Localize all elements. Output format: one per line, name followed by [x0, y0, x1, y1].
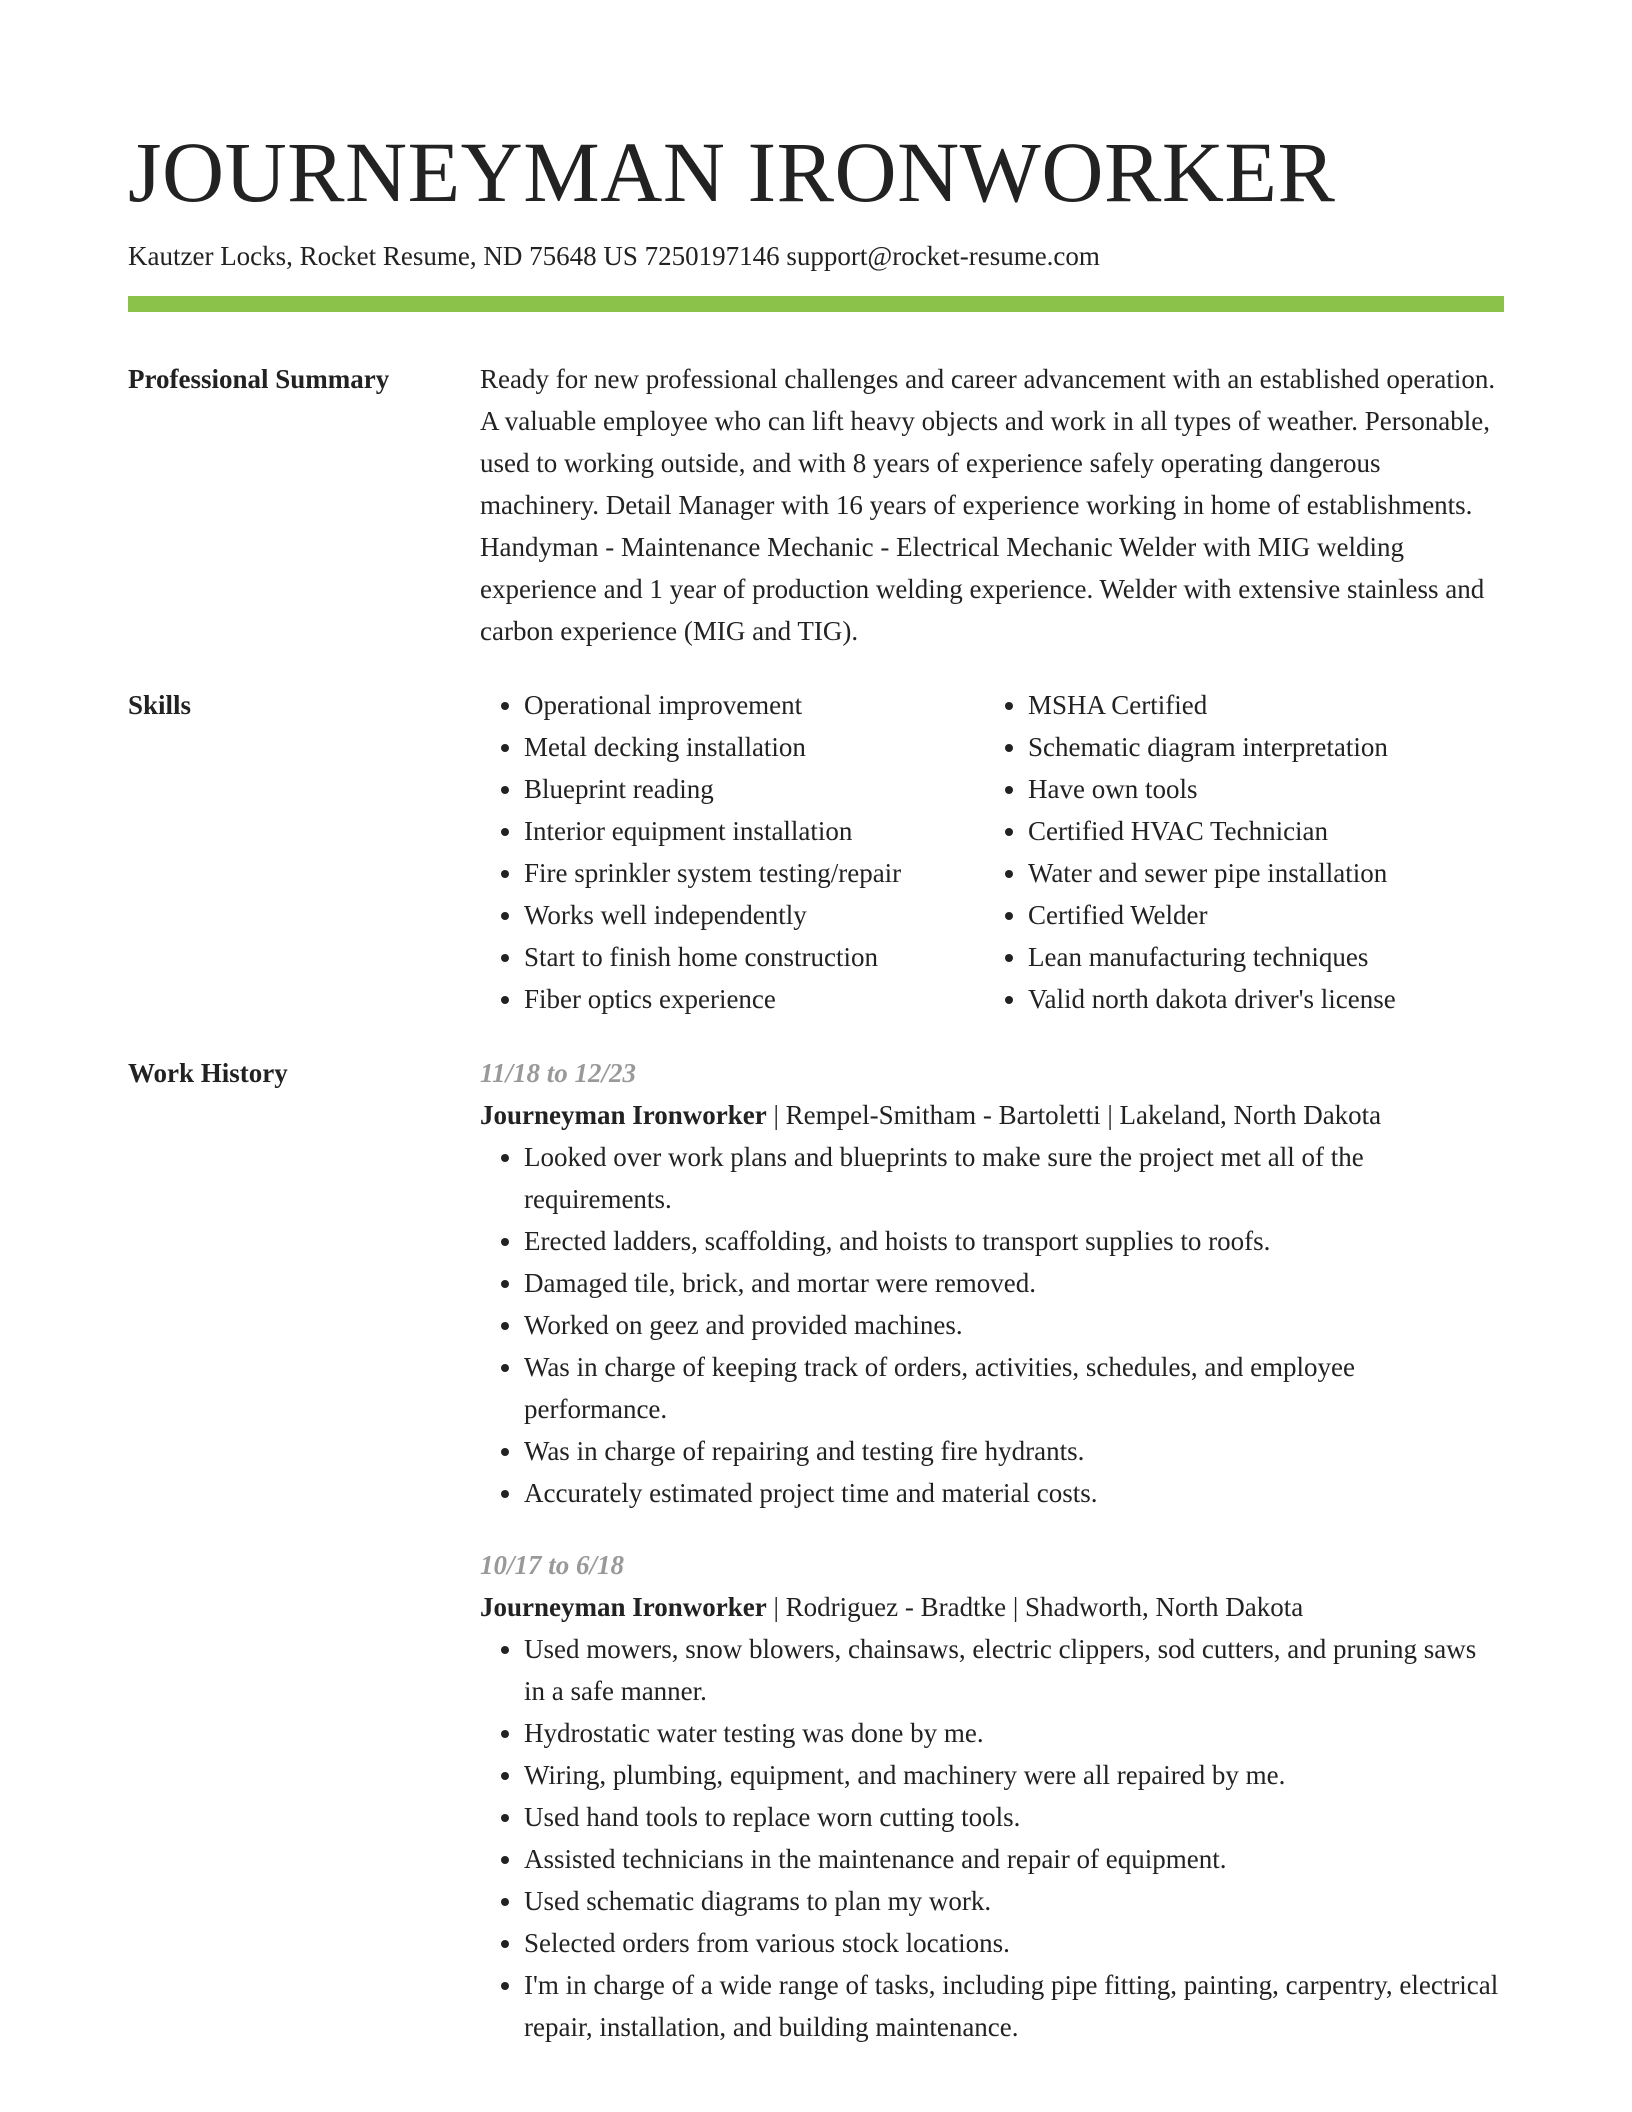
skills-list-left	[480, 684, 984, 1020]
skill-item: • Certified Welder	[1028, 894, 1488, 936]
summary-body	[480, 358, 1504, 652]
skill-item: • Interior equipment installation	[524, 810, 984, 852]
skill-item: • Lean manufacturing techniques	[1028, 936, 1488, 978]
job-bullet: • Assisted technicians in the maintenance and repair of equipment.	[524, 1838, 1504, 1880]
job-bullet: • I'm in charge of a wide range of tasks, including pipe fitting, painting, carpentry, electrical repair, installation, and building maintenance.	[524, 1964, 1504, 2048]
job-bullet: • Was in charge of keeping track of orders, activities, schedules, and employee performance.	[524, 1346, 1504, 1430]
resume-name: JOURNEYMAN IRONWORKER	[128, 124, 1336, 220]
job-bullet: • Used schematic diagrams to plan my work.	[524, 1880, 1504, 1922]
skills-columns	[480, 684, 1504, 1020]
job-bullet: • Was in charge of repairing and testing fire hydrants.	[524, 1430, 1504, 1472]
summary-text: Ready for new professional challenges and career advancement with an established operation. A valuable employee who can lift heavy objects and work in all types of weather. Personable, used to working outside, and with 8 years of experience safely operating dangerous machinery. Detail Manager with 16 years of experience working in home of establishments. Handyman - Maintenance Mechanic - Electrical Mechanic Welder with MIG welding experience and 1 year of production welding experience. Welder with extensive stainless and carbon experience (MIG and TIG).	[480, 364, 1496, 646]
professional-summary-section	[128, 358, 1504, 652]
skill-item: • Have own tools	[1028, 768, 1488, 810]
skill-item: • Operational improvement	[524, 684, 984, 726]
job-bullet: • Erected ladders, scaffolding, and hoists to transport supplies to roofs.	[524, 1220, 1504, 1262]
skill-item: • Fiber optics experience	[524, 978, 984, 1020]
skills-section	[128, 684, 1504, 1020]
job-title-line	[480, 1586, 1504, 1628]
job-bullet: • Used mowers, snow blowers, chainsaws, electric clippers, sod cutters, and pruning saws in a safe manner.	[524, 1628, 1504, 1712]
job-bullet-list	[480, 1628, 1504, 2048]
section-label-skills: Skills	[128, 690, 192, 720]
work-history-body	[480, 1052, 1504, 2048]
skill-item: • Works well independently	[524, 894, 984, 936]
skill-item: • Valid north dakota driver's license	[1028, 978, 1488, 1020]
skills-list-right	[984, 684, 1488, 1020]
job-bullet: • Looked over work plans and blueprints to make sure the project met all of the requirements.	[524, 1136, 1504, 1220]
section-label-summary: Professional Summary	[128, 364, 390, 394]
skill-item: • Metal decking installation	[524, 726, 984, 768]
job-bullet: • Damaged tile, brick, and mortar were removed.	[524, 1262, 1504, 1304]
job-bullet: • Worked on geez and provided machines.	[524, 1304, 1504, 1346]
job-dates: 10/17 to 6/18	[480, 1550, 625, 1580]
job-bullet-list	[480, 1136, 1504, 1514]
resume-page	[128, 0, 1504, 2048]
section-label-work-history: Work History	[128, 1058, 288, 1088]
skill-item: • Blueprint reading	[524, 768, 984, 810]
work-history-section	[128, 1052, 1504, 2048]
job-bullet: • Selected orders from various stock locations.	[524, 1922, 1504, 1964]
skill-item: • Start to finish home construction	[524, 936, 984, 978]
job-entry	[480, 1544, 1504, 2048]
skill-item: • Water and sewer pipe installation	[1028, 852, 1488, 894]
job-bullet: • Accurately estimated project time and material costs.	[524, 1472, 1504, 1514]
skills-body	[480, 684, 1504, 1020]
job-entry	[480, 1052, 1504, 1514]
job-employer-location: | Rempel-Smitham - Bartoletti | Lakeland, North Dakota	[766, 1100, 1382, 1130]
job-bullet: • Used hand tools to replace worn cutting tools.	[524, 1796, 1504, 1838]
skill-item: • Certified HVAC Technician	[1028, 810, 1488, 852]
contact-line: Kautzer Locks, Rocket Resume, ND 75648 US 7250197146 support@rocket-resume.com	[128, 241, 1100, 271]
accent-divider	[128, 296, 1504, 312]
job-dates: 11/18 to 12/23	[480, 1058, 637, 1088]
skill-item: • MSHA Certified	[1028, 684, 1488, 726]
skill-item: • Schematic diagram interpretation	[1028, 726, 1488, 768]
job-employer-location: | Rodriguez - Bradtke | Shadworth, North Dakota	[766, 1592, 1304, 1622]
job-bullet: • Hydrostatic water testing was done by me.	[524, 1712, 1504, 1754]
job-bullet: • Wiring, plumbing, equipment, and machinery were all repaired by me.	[524, 1754, 1504, 1796]
job-title: Journeyman Ironworker	[480, 1100, 767, 1130]
job-title: Journeyman Ironworker	[480, 1592, 767, 1622]
skill-item: • Fire sprinkler system testing/repair	[524, 852, 984, 894]
job-title-line	[480, 1094, 1504, 1136]
